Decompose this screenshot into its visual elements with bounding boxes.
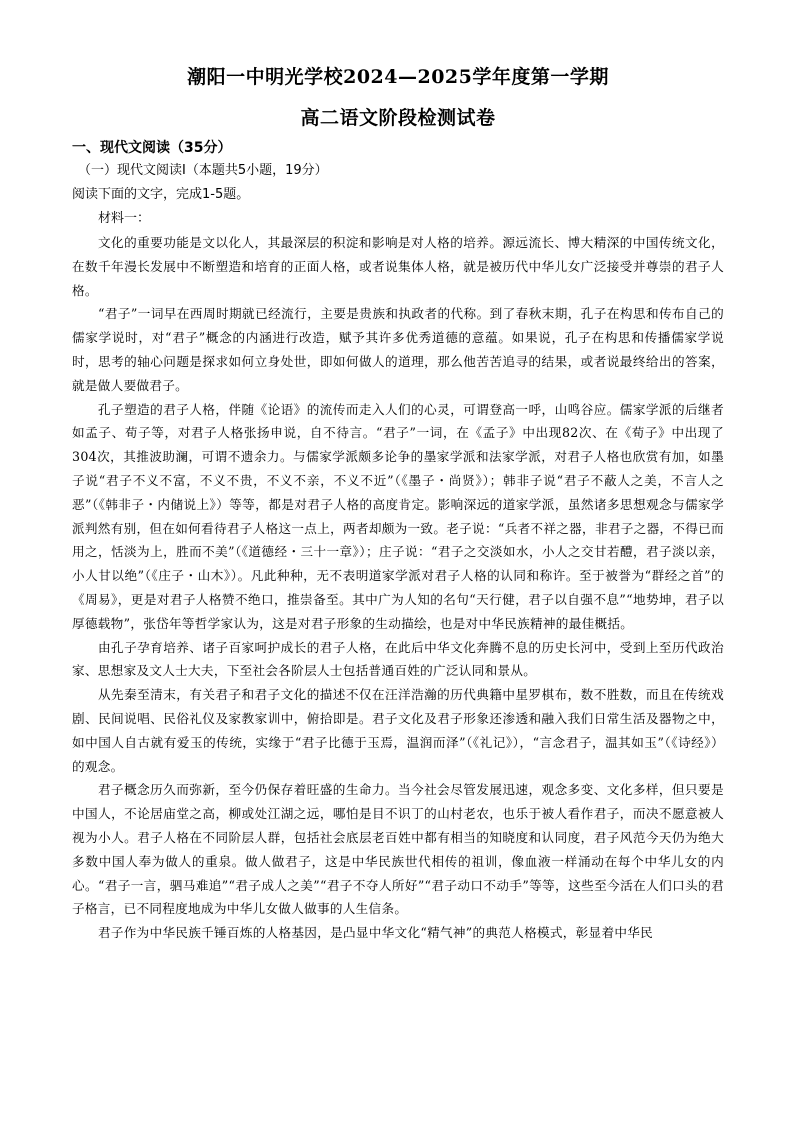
paragraph-2: “君子”一词早在西周时期就已经流行，主要是贵族和执政者的代称。到了春秋末期，孔子在构思和传布自己的儒家学说时，对“君子”概念的内涵进行改造，赋予其许多优秀道德的意蕴。如果说，孔子在构思和传播儒家学说时，思考的轴心问题是探求如何立身处世，即如何做人的道理，那么他苦苦追寻的结果，或者说最终给出的答案，就是做人要做君子。 [72,306,724,393]
paragraph-5: 从先秦至清末，有关君子和君子文化的描述不仅在汪洋浩瀚的历代典籍中星罗棋布，数不胜数，而且在传统戏剧、民间说唱、民俗礼仪及家教家训中，俯拾即是。君子文化及君子形象还渗透和融入我们日常生活及器物之中，如中国人自古就有爱玉的传统，实缘于“君子比德于玉焉，温润而泽”（《礼记》），“言念君子，温其如玉”（《诗经》）的观念。 [72,687,724,774]
exam-title-line2: 高二语文阶段检测试卷 [300,107,496,129]
paragraph-7: 君子作为中华民族千锤百炼的人格基因，是凸显中华文化“精气神”的典范人格模式，彰显着中华民 [98,925,654,941]
section-subheading: （一）现代文阅读Ⅰ（本题共5小题，19分） [78,163,328,178]
reading-instruction: 阅读下面的文字，完成1-5题。 [72,187,250,202]
material-label: 材料一： [98,211,151,226]
paragraph-6: 君子概念历久而弥新，至今仍保存着旺盛的生命力。当今社会尽管发展迅速，观念多变、文化多样，但只要是中国人，不论居庙堂之高，柳或处江湖之远，哪怕是目不识丁的山村老农，也乐于被人看作君子，而决不愿意被人视为小人。君子人格在不同阶层人群，包括社会底层老百姓中都有相当的知晓度和认同度，君子风范今天仍为绝大多数中国人奉为做人的重泉。做人做君子，这是中华民族世代相传的祖训，像血液一样涌动在每个中华儿女的内心。“君子一言，驷马难追”“君子成人之美”“君子不夺人所好”“君子动口不动手”等等，这些至今活在人们口头的君子格言，已不同程度地成为中华儿女做人做事的人生信条。 [72,782,724,917]
paragraph-4: 由孔子孕育培养、诸子百家呵护成长的君子人格，在此后中华文化奔腾不息的历史长河中，受到上至历代政治家、思想家及文人士大夫，下至社会各阶层人士包括普通百姓的广泛认同和景从。 [72,639,724,679]
paragraph-1: 文化的重要功能是文以化人，其最深层的积淀和影响是对人格的培养。源远流长、博大精深的中国传统文化，在数千年漫长发展中不断塑造和培育的正面人格，或者说集体人格，就是被历代中华儿女广泛接受并尊崇的君子人格。 [72,235,724,298]
exam-title-line1: 潮阳一中明光学校2024—2025学年度第一学期 [187,66,609,88]
paragraph-3: 孔子塑造的君子人格，伴随《论语》的流传而走入人们的心灵，可谓登高一呼，山鸣谷应。儒家学派的后继者如孟子、荀子等，对君子人格张扬申说，自不待言。“君子”一词，在《孟子》中出现82次、在《荀子》中出现了304次，其推波助澜，可谓不遗余力。与儒家学派颇多论争的墨家学派和法家学派，对君子人格也欣赏有加，如墨子说“君子不义不富，不义不贵，不义不亲，不义不近”（《墨子・尚贤》）；韩非子说“君子不蔽人之美，不言人之恶”（《韩非子・内储说上》）等等，都是对君子人格的高度肯定。影响深远的道家学派，虽然诸多思想观念与儒家学派判然有别，但在如何看待君子人格这一点上，两者却颇为一致。老子说：“兵者不祥之器，非君子之器，不得已而用之，恬淡为上，胜而不美”（《道德经・三十一章》）；庄子说：“君子之交淡如水，小人之交甘若醴，君子淡以亲，小人甘以绝”（《庄子・山木》）。凡此种种，无不表明道家学派对君子人格的认同和称许。至于被誉为“群经之首”的《周易》，更是对君子人格赞不绝口，推崇备至。其中广为人知的名句“天行健，君子以自强不息”“地势坤，君子以厚德载物”，张岱年等哲学家认为，这是对君子形象的生动描绘，也是对中华民族精神的最佳概括。 [72,401,724,631]
section-heading: 一、现代文阅读（35分） [72,140,232,156]
